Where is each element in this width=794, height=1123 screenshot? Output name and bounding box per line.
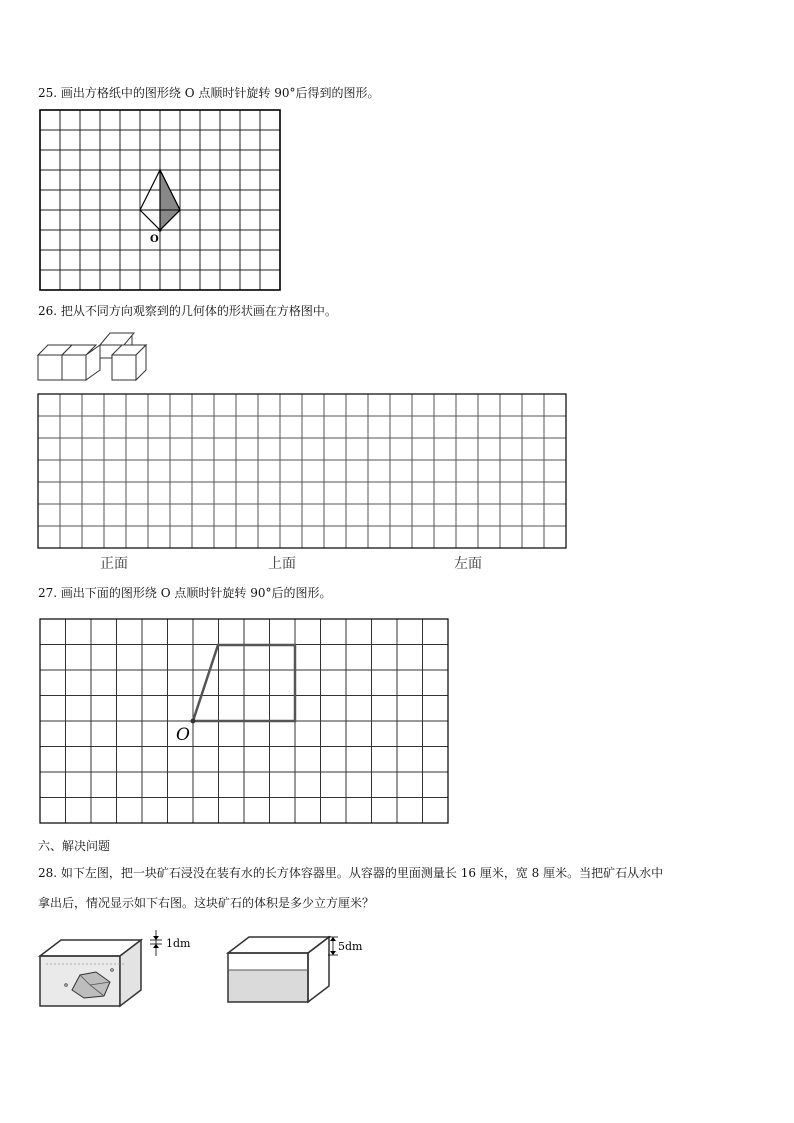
q27-prompt: 画出下面的图形绕 O 点顺时针旋转 90°后的图形。 xyxy=(60,586,332,600)
q28-prompt-line1: 如下左图，把一块矿石浸没在装有水的长方体容器里。从容器的里面测量长 16 厘米，宽 8 厘米。当把矿石从水中 xyxy=(60,866,664,880)
point-o-dot xyxy=(191,719,196,724)
section6-title: 六、解决问题 xyxy=(38,839,111,853)
q25-number: 25. xyxy=(38,86,58,100)
q26-prompt: 把从不同方向观察到的几何体的形状画在方格图中。 xyxy=(60,304,337,318)
q28-label-right: 5dm xyxy=(338,940,363,953)
q28-right-container xyxy=(228,937,363,1002)
q27-point-label: O xyxy=(176,725,190,745)
q27-number: 27. xyxy=(38,586,58,600)
q26-cubes-drawing xyxy=(38,333,146,380)
q28-left-container xyxy=(40,930,191,1006)
q28-label-left: 1dm xyxy=(166,937,191,950)
q25-prompt: 画出方格纸中的图形绕 O 点顺时针旋转 90°后得到的图形。 xyxy=(60,86,380,100)
q26-grid xyxy=(38,394,566,548)
q28-text-line2: 拿出后，情况显示如下右图。这块矿石的体积是多少立方厘米？ xyxy=(38,896,375,910)
view-label-left: 左面 xyxy=(454,556,482,572)
q28-number: 28. xyxy=(38,866,58,880)
point-o-dot xyxy=(158,228,161,231)
q25-point-label: O xyxy=(150,234,159,245)
shaded-triangle xyxy=(160,170,180,230)
view-label-top: 上面 xyxy=(268,556,296,572)
view-label-front: 正面 xyxy=(100,556,128,572)
q26-number: 26. xyxy=(38,304,58,318)
